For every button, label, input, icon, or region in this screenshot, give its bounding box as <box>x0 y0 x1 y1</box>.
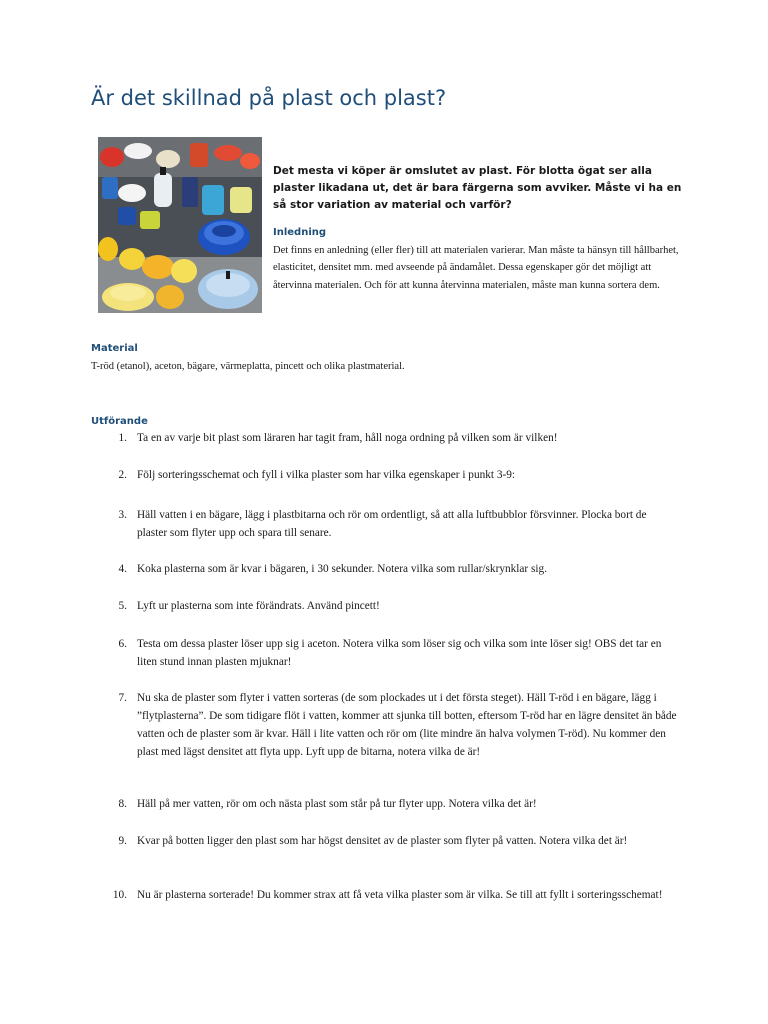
step-item <box>118 689 677 761</box>
step-text: Testa om dessa plaster löser upp sig i aceton. Notera vilka som löser sig och vilka som inte löser sig! OBS det tar en liten stund innan plasten mjuknar! <box>137 638 662 668</box>
material-heading: Material <box>91 343 138 354</box>
step-item <box>118 506 677 542</box>
step-text: Häll vatten i en bägare, lägg i plastbitarna och rör om ordentligt, så att alla luftbubblor försvinner. Plocka bort de plaster som flyter upp och spara till senare. <box>137 509 647 539</box>
step-item <box>118 429 677 447</box>
inledning-heading: Inledning <box>273 227 327 238</box>
utforande-heading: Utförande <box>91 416 148 427</box>
step-number: 10. <box>112 889 127 901</box>
step-text: Lyft ur plasterna som inte förändrats. Använd pincett! <box>137 600 380 612</box>
step-item <box>118 635 677 671</box>
step-item <box>118 466 677 484</box>
step-text: Nu ska de plaster som flyter i vatten sorteras (de som plockades ut i det första steget). Häll T-röd i en bägare, lägg i ”flytplasterna”. De som tidigare flöt i vatten, kommer att sjunka till botten, eftersom T-röd har en lägre densitet än både vatten och de plaster som är kvar. Häll i lite vatten och rör om (lite mindre än halva volymen T-röd). Nu kommer den plast med lägst densitet att flyta upp. Lyft upp de bitarna, notera vilka de är! <box>137 692 677 758</box>
step-number: 6. <box>118 638 127 650</box>
step-number: 5. <box>118 600 127 612</box>
step-text: Koka plasterna som är kvar i bägaren, i 30 sekunder. Notera vilka som rullar/skrynklar sig. <box>137 563 548 575</box>
step-item <box>118 560 677 578</box>
step-number: 9. <box>118 835 127 847</box>
plastic-items-illustration <box>98 137 262 313</box>
step-text: Följ sorteringsschemat och fyll i vilka plaster som har vilka egenskaper i punkt 3-9: <box>137 469 516 481</box>
step-item <box>118 795 677 813</box>
inledning-text: Det finns en anledning (eller fler) till att materialen varierar. Man måste ta hänsyn till hållbarhet, elasticitet, densitet mm. med avseende på ändamålet. Dessa egenskaper gör det möjligt att återvinna materialen. Och för att kunna återvinna materialen, måste man kunna sortera dem. <box>273 245 679 291</box>
step-item <box>118 597 677 615</box>
step-text: Ta en av varje bit plast som läraren har tagit fram, håll noga ordning på vilken som är vilken! <box>137 432 558 444</box>
step-number: 1. <box>118 432 127 444</box>
material-text: T-röd (etanol), aceton, bägare, värmeplatta, pincett och olika plastmaterial. <box>91 361 405 372</box>
page-title: Är det skillnad på plast och plast? <box>91 86 447 110</box>
step-number: 3. <box>118 509 127 521</box>
plastic-items-photo <box>98 137 262 313</box>
step-number: 7. <box>118 692 127 704</box>
step-text: Kvar på botten ligger den plast som har högst densitet av de plaster som flyter på vatten. Notera vilka det är! <box>137 835 628 847</box>
step-text: Häll på mer vatten, rör om och nästa plast som står på tur flyter upp. Notera vilka det är! <box>137 798 537 810</box>
step-number: 2. <box>118 469 127 481</box>
step-item <box>112 886 677 904</box>
step-number: 4. <box>118 563 127 575</box>
step-item <box>118 832 677 850</box>
step-number: 8. <box>118 798 127 810</box>
step-text: Nu är plasterna sorterade! Du kommer strax att få veta vilka plaster som är vilka. Se till att fyllt i sorteringsschemat! <box>137 889 663 901</box>
intro-text: Det mesta vi köper är omslutet av plast. För blotta ögat ser alla plaster likadana ut, det är bara färgerna som avviker. Måste vi ha en så stor variation av material och varför? <box>273 165 682 211</box>
